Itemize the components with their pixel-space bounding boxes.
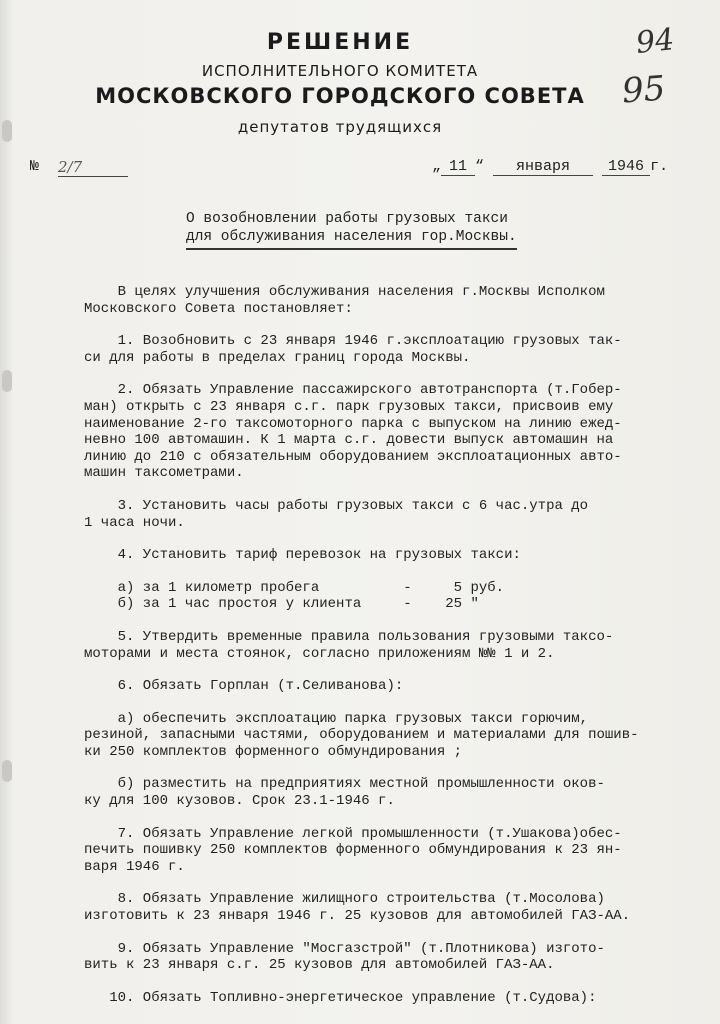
- body-line: 8. Обязать Управление жилищного строительства (т.Мосолова): [84, 891, 605, 908]
- handwritten-page-number: 94: [634, 22, 676, 61]
- decision-title: [186, 210, 517, 250]
- body-line: варя 1946 г.: [84, 858, 185, 875]
- body-line: резиной, запасными частями, оборудованием и материалами для пошив-: [84, 727, 639, 744]
- date-year: 1946: [602, 158, 650, 176]
- punch-hole: [2, 760, 12, 782]
- body-line: ман) открыть с 23 января с.г. парк грузовых такси, присвоив ему: [84, 398, 614, 415]
- body-line: моторами и места стоянок, согласно приложениям №№ 1 и 2.: [84, 645, 555, 662]
- body-line: а) обеспечить эксплоатацию парка грузовых такси горючим,: [84, 710, 589, 727]
- body-line: 4. Установить тариф перевозок на грузовых такси:: [84, 547, 521, 564]
- document-date: [432, 158, 672, 176]
- body-line: машин таксометрами.: [84, 465, 244, 482]
- body-line: ку для 100 кузовов. Срок 23.1-1946 г.: [84, 793, 395, 810]
- date-month: января: [493, 158, 593, 176]
- body-line: 7. Обязать Управление легкой промышленности (т.Ушакова)обес-: [84, 825, 622, 842]
- body-line: 3. Установить часы работы грузовых такси с 6 час.утра до: [84, 497, 589, 514]
- body-line: 10. Обязать Топливно-энергетическое управление (т.Судова):: [84, 989, 597, 1006]
- decision-body: [84, 284, 694, 1006]
- body-line: Московского Совета постановляет:: [84, 300, 353, 317]
- date-open-quote: „: [432, 158, 442, 175]
- document-number: 2/7: [58, 158, 128, 177]
- header-subtitle-3: депутатов трудящихся: [237, 118, 443, 136]
- body-line: печить пошивку 250 комплектов форменного обмундирования к 23 ян-: [84, 842, 622, 859]
- header-subtitle-1: ИСПОЛНИТЕЛЬНОГО КОМИТЕТА: [201, 62, 479, 80]
- punch-hole: [2, 370, 12, 392]
- body-line: 9. Обязать Управление "Мосгазстрой" (т.Плотникова) изгото-: [84, 940, 605, 957]
- header-title: РЕШЕНИЕ: [266, 30, 414, 55]
- body-line: наименование 2-го таксомоторного парка с выпуском на линию ежед-: [84, 415, 622, 432]
- handwritten-page-number: 95: [620, 68, 667, 112]
- title-line: для обслуживания населения гор.Москвы.: [186, 228, 517, 250]
- body-line: изготовить к 23 января 1946 г. 25 кузовов для автомобилей ГАЗ-АА.: [84, 908, 631, 925]
- body-line: 5. Утвердить временные правила пользования грузовыми таксо-: [84, 628, 614, 645]
- title-line: О возобновлении работы грузовых такси: [186, 211, 508, 227]
- date-day: 11: [441, 158, 475, 176]
- date-close-quote: “: [475, 158, 485, 175]
- body-line: си для работы в пределах границ города Москвы.: [84, 349, 471, 366]
- body-line: б) разместить на предприятиях местной промышленности оков-: [84, 776, 605, 793]
- body-line: 2. Обязать Управление пассажирского автотранспорта (т.Гобер-: [84, 382, 622, 399]
- header-subtitle-2: МОСКОВСКОГО ГОРОДСКОГО СОВЕТА: [95, 84, 585, 108]
- body-line: 6. Обязать Горплан (т.Селиванова):: [84, 678, 404, 695]
- body-line: 1. Возобновить с 23 января 1946 г.эксплоатацию грузовых так-: [84, 333, 622, 350]
- tariff-line: а) за 1 километр пробега - 5 руб.: [84, 579, 505, 596]
- date-year-suffix: г.: [650, 158, 669, 175]
- body-line: линию до 210 с обязательным оборудованием эксплоатационных авто-: [84, 448, 622, 465]
- tariff-line: б) за 1 час простоя у клиента - 25 ": [84, 596, 479, 613]
- number-label: №: [30, 158, 40, 175]
- body-line: вить к 23 января с.г. 25 кузовов для автомобилей ГАЗ-АА.: [84, 957, 555, 974]
- body-line: 1 часа ночи.: [84, 514, 185, 531]
- body-line: В целях улучшения обслуживания населения г.Москвы Исполком: [84, 284, 605, 300]
- body-line: невно 100 автомашин. К 1 марта с.г. довести выпуск автомашин на: [84, 432, 614, 449]
- body-line: ки 250 комплектов форменного обмундирования ;: [84, 743, 463, 760]
